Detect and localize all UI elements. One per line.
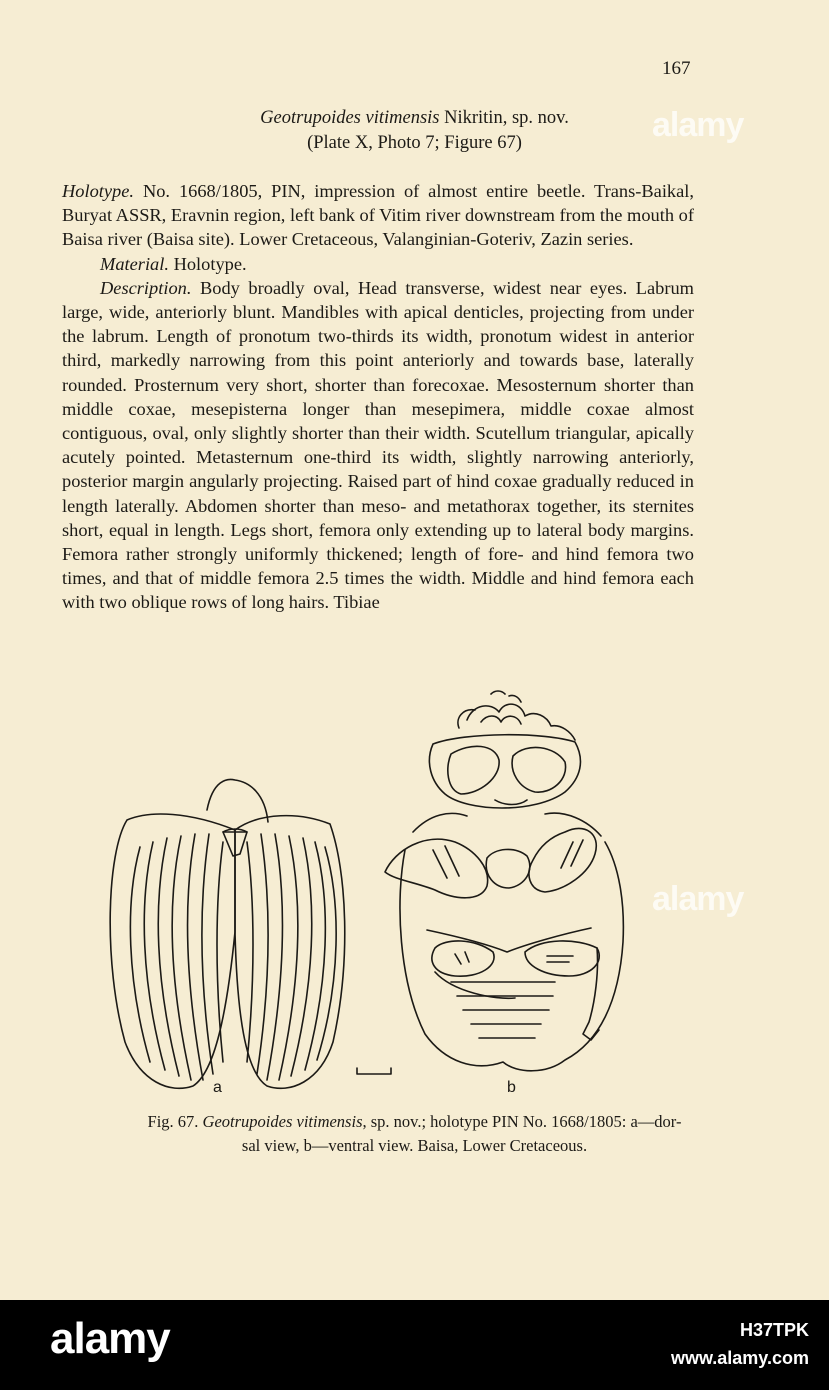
material-paragraph (62, 252, 694, 276)
watermark: alamy (652, 880, 744, 918)
holotype-paragraph (62, 179, 694, 252)
watermark: alamy (652, 106, 744, 144)
footer-logo: alamy (50, 1314, 170, 1363)
footer-bar (0, 1300, 829, 1390)
ventral-view-drawing (385, 691, 623, 1071)
species-author: Nikritin, sp. nov. (439, 108, 569, 128)
plate-reference: (Plate X, Photo 7; Figure 67) (307, 133, 522, 153)
figure-label-a: a (213, 1079, 222, 1096)
body-text (62, 179, 694, 615)
figure-label-b: b (507, 1079, 516, 1096)
page-number: 167 (662, 58, 691, 79)
footer-image-id: H37TPK (739, 1320, 809, 1340)
caption-line-1 (0, 1110, 829, 1134)
dorsal-view-drawing (110, 779, 345, 1088)
holotype-text: No. 1668/1805, PIN, impression of almost entire beetle. Trans-Baikal, Buryat ASSR, Eravnin region, left bank of Vitim river downstream from the mouth of Baisa river (Baisa site). Lower Cretaceous, Valanginian-Goteriv, Zazin series. (62, 181, 694, 250)
material-text: Holotype. (168, 253, 247, 274)
figure-67 (95, 682, 655, 1102)
description-paragraph (62, 276, 694, 615)
holotype-label: Holotype. (62, 181, 135, 201)
footer-url: www.alamy.com (670, 1348, 809, 1368)
description-text: Body broadly oval, Head transverse, widest near eyes. Labrum large, wide, anteriorly blunt. Mandibles with apical denticles, projecting from under the labrum. Length of pronotum two-thirds its width, pronotum widest in anterior third, markedly narrowing from this point anteriorly and towards base, laterally rounded. Prosternum very short, shorter than forecoxae. Mesosternum shorter than middle coxae, mesepisterna longer than mesepimera, middle coxae almost contiguous, oval, only slightly shorter than their width. Scutellum triangular, apically acutely pointed. Metasternum one-third its width, slightly narrowing anteriorly, posterior margin angularly projecting. Raised part of hind coxae gradually reduced in length laterally. Abdomen shorter than meso- and metathorax together, its sternites short, equal in length. Legs short, femora only extending up to lateral body margins. Femora rather strongly uniformly thickened; length of fore- and hind femora two times, and that of middle femora 2.5 times the width. Middle and hind femora each with two oblique rows of long hairs. Tibiae (62, 277, 694, 613)
description-label: Description. (100, 277, 192, 298)
caption-rest: , sp. nov.; holotype PIN No. 1668/1805: a—dor- (362, 1112, 682, 1131)
material-label: Material. (100, 253, 169, 274)
figure-caption (0, 1110, 829, 1158)
caption-species: Geotrupoides vitimensis (202, 1112, 363, 1131)
species-name: Geotrupoides vitimensis (260, 108, 440, 128)
caption-prefix: Fig. 67. (147, 1112, 203, 1131)
scale-bar (357, 1068, 391, 1074)
beetle-drawing (95, 682, 655, 1102)
caption-line-2: sal view, b—ventral view. Baisa, Lower Cretaceous. (241, 1136, 588, 1155)
